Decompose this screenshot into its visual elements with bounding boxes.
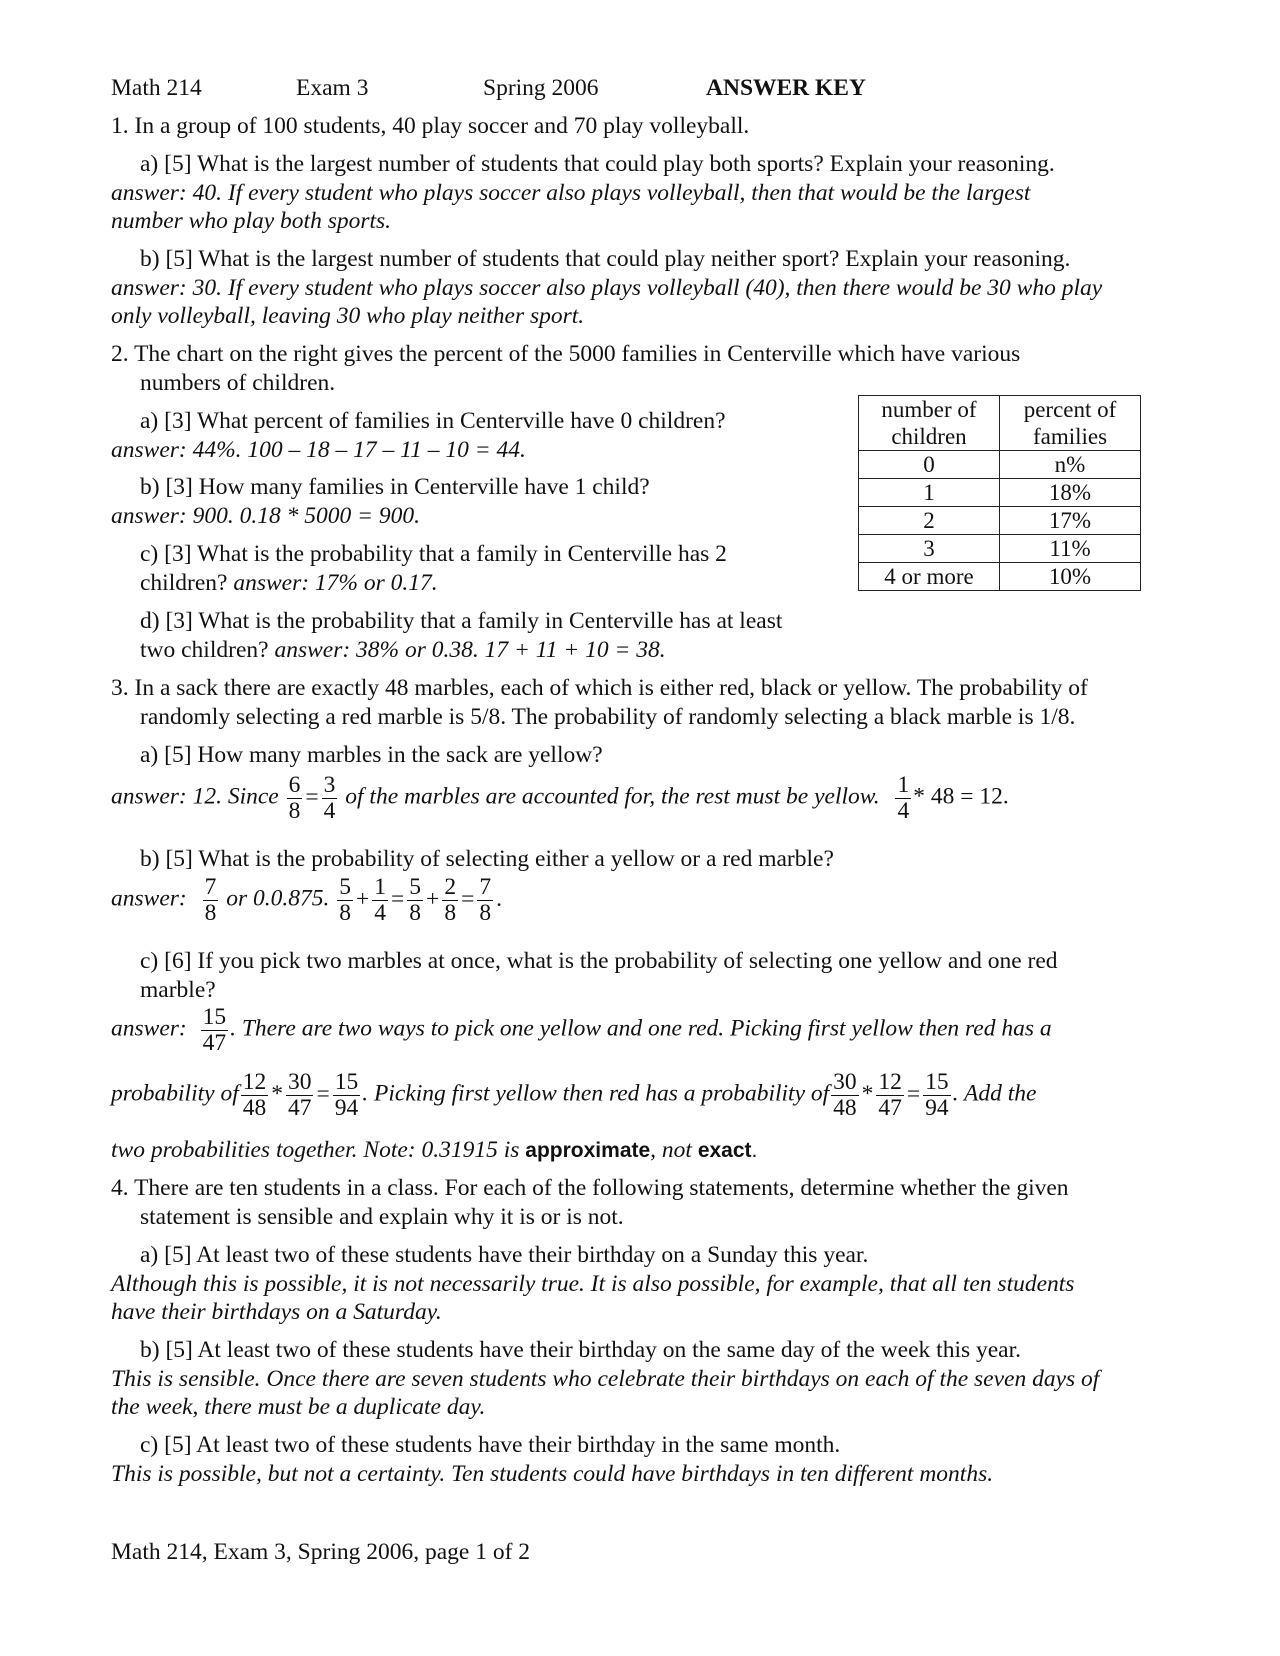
q1b-question: b) [5] What is the largest number of students that could play neither sport? Explain your reasoning. [140, 246, 1071, 272]
q2c-question-line2 [140, 569, 438, 598]
q3c-probability-label: probability of [111, 1080, 239, 1107]
fraction-15-94: $\frac{15}{94}$ [334, 1069, 359, 1121]
header-children-line2: children [891, 424, 967, 449]
q3c-question-line2: marble? [140, 977, 216, 1003]
cell-children: 1 [859, 479, 1000, 507]
q3c-answer-line1 [111, 1005, 1052, 1055]
q3c-note: two probabilities together. Note: 0.31915 is [111, 1137, 520, 1163]
q2-stem-line1: 2. The chart on the right gives the percent of the 5000 families in Centerville which have various [111, 341, 1021, 367]
table-row [859, 507, 1141, 535]
header-percent-line1: percent of [1023, 397, 1117, 422]
q3c-answer-line3 [111, 1136, 757, 1165]
q3c-approximate: approximate [525, 1139, 651, 1162]
fraction-30-48: $\frac{30}{48}$ [833, 1069, 857, 1121]
q2d-question-tail: two children? [140, 637, 269, 663]
q4a-answer-line2: have their birthdays on a Saturday. [111, 1299, 442, 1325]
q4-stem-line2: statement is sensible and explain why it is or is not. [140, 1204, 624, 1230]
fraction-5-8: $\frac{5}{8}$ [339, 874, 352, 926]
fraction-1-4: $\frac{1}{4}$ [897, 772, 910, 824]
table-row [859, 535, 1141, 563]
q4c-question: c) [5] At least two of these students have their birthday in the same month. [140, 1432, 841, 1458]
q3a-answer-calc: * 48 = 12. [913, 783, 1009, 810]
fraction-7-8: $\frac{7}{8}$ [479, 874, 492, 926]
q4b-answer-line1: This is sensible. Once there are seven students who celebrate their birthdays on each of the seven days of [111, 1366, 1100, 1392]
q2b-answer: answer: 900. 0.18 * 5000 = 900. [111, 503, 420, 529]
q1-stem: 1. In a group of 100 students, 40 play soccer and 70 play volleyball. [111, 113, 750, 139]
cell-percent: 10% [1000, 563, 1141, 591]
q3b-question: b) [5] What is the probability of selecting either a yellow or a red marble? [140, 846, 834, 872]
q3b-answer: answer: $\frac{7}{8}$ or 0.0.875. $\frac{5}{8}$ + $\frac{1}{4}$ = $\frac{5}{8}$ + $\frac{2}{8}$ = $\frac{7}{8}$ . [111, 874, 502, 926]
q1a-answer-line1: answer: 40. If every student who plays soccer also plays volleyball, then that would be the largest [111, 180, 1031, 206]
q1b-answer-line1: answer: 30. If every student who plays soccer also plays volleyball (40), then there would be 30 who play [111, 275, 1103, 301]
q3-stem-line1: 3. In a sack there are exactly 48 marbles, each of which is either red, black or yellow. The probability of [111, 675, 1088, 701]
q3a-answer-middle: of the marbles are accounted for, the rest must be yellow. [345, 783, 880, 810]
exam-label: Exam 3 [296, 75, 369, 101]
q3b-answer-middle: or 0.0.875. [226, 885, 330, 912]
q3c-add-label: . Add the [952, 1080, 1037, 1107]
q2c-question-tail: children? [140, 570, 228, 596]
fraction-15-47: $\frac{15}{47}$ [202, 1004, 227, 1056]
answer-key-title: ANSWER KEY [706, 75, 866, 101]
q3-stem-line2: randomly selecting a red marble is 5/8. The probability of randomly selecting a black marble is 1/8. [140, 704, 1076, 730]
fraction-5-8: $\frac{5}{8}$ [409, 874, 422, 926]
cell-percent: n% [1000, 451, 1141, 479]
table-header-row [859, 396, 1141, 451]
children-percent-table [858, 395, 1141, 591]
q1a-question: a) [5] What is the largest number of students that could play both sports? Explain your reasoning. [140, 151, 1055, 177]
cell-percent: 17% [1000, 507, 1141, 535]
q3c-exact: exact [697, 1139, 752, 1162]
fraction-15-94: $\frac{15}{94}$ [925, 1069, 949, 1121]
q3a-answer: answer: 12. Since $\frac{6}{8}$ = $\frac{3}{4}$ of the marbles are accounted for, the rest must be yellow. $\frac{1}{4}$ * 48 = 12. [111, 772, 1009, 824]
q2a-question: a) [3] What percent of families in Centerville have 0 children? [140, 408, 726, 434]
q3b-answer-intro: answer: [111, 885, 187, 912]
table-row [859, 563, 1141, 591]
header-children-line1: number of [881, 397, 977, 422]
table-row [859, 479, 1141, 507]
q3c-question-line1: c) [6] If you pick two marbles at once, what is the probability of selecting one yellow and one red [140, 948, 1058, 974]
q4a-answer-line1: Although this is possible, it is not necessarily true. It is also possible, for example, that all ten students [111, 1271, 1075, 1297]
q3c-answer-intro: answer: [111, 1015, 187, 1042]
page-footer: Math 214, Exam 3, Spring 2006, page 1 of 2 [111, 1539, 531, 1565]
fraction-6-8: $\frac{6}{8}$ [288, 772, 301, 824]
cell-children: 0 [859, 451, 1000, 479]
q4a-question: a) [5] At least two of these students have their birthday on a Sunday this year. [140, 1242, 869, 1268]
course-label: Math 214 [111, 75, 202, 101]
header-percent-line2: families [1032, 424, 1108, 449]
q3c-answer-explanation: . There are two ways to pick one yellow and one red. Picking first yellow then red has a [230, 1015, 1052, 1042]
q2d-question-line1: d) [3] What is the probability that a family in Centerville has at least [140, 608, 783, 634]
q3c-answer-line2: probability of $\frac{12}{48}$ * $\frac{30}{47}$ = $\frac{15}{94}$ . Picking first yellow then red has a probability of $\frac{30}{48}$ * $\frac{12}{47}$ = $\frac{15}{94}$ . Add the [111, 1069, 1037, 1121]
q2b-question: b) [3] How many families in Centerville have 1 child? [140, 474, 650, 500]
q3a-answer-intro: answer: 12. Since [111, 783, 279, 810]
cell-percent: 11% [1000, 535, 1141, 563]
cell-children: 2 [859, 507, 1000, 535]
table-row [859, 451, 1141, 479]
q3c-period: . [751, 1139, 758, 1162]
fraction-3-4: $\frac{3}{4}$ [323, 772, 336, 824]
q3a-question: a) [5] How many marbles in the sack are yellow? [140, 742, 603, 768]
fraction-2-8: $\frac{2}{8}$ [444, 874, 457, 926]
cell-percent: 18% [1000, 479, 1141, 507]
fraction-1-4: $\frac{1}{4}$ [374, 874, 387, 926]
q4b-answer-line2: the week, there must be a duplicate day. [111, 1394, 486, 1420]
q2-stem-line2: numbers of children. [140, 370, 336, 396]
q2a-answer: answer: 44%. 100 – 18 – 17 – 11 – 10 = 44. [111, 437, 526, 463]
term-label: Spring 2006 [483, 75, 599, 101]
q2c-question-line1: c) [3] What is the probability that a family in Centerville has 2 [140, 541, 727, 567]
q3c-not: , not [650, 1137, 692, 1163]
fraction-30-47: $\frac{30}{47}$ [287, 1069, 312, 1121]
q4-stem-line1: 4. There are ten students in a class. For each of the following statements, determine whether the given [111, 1175, 1069, 1201]
table-header-percent [1000, 396, 1141, 451]
cell-children: 4 or more [859, 563, 1000, 591]
table-header-children [859, 396, 1000, 451]
q4b-question: b) [5] At least two of these students have their birthday on the same day of the week this year. [140, 1337, 1022, 1363]
q4c-answer: This is possible, but not a certainty. Ten students could have birthdays in ten different months. [111, 1461, 994, 1487]
q3c-second-order: . Picking first yellow then red has a probability of [362, 1080, 830, 1107]
fraction-12-47: $\frac{12}{47}$ [878, 1069, 902, 1121]
cell-children: 3 [859, 535, 1000, 563]
fraction-7-8: $\frac{7}{8}$ [204, 874, 217, 926]
q2d-question-line2 [140, 636, 666, 665]
fraction-12-48: $\frac{12}{48}$ [242, 1069, 267, 1121]
q2c-answer: answer: 17% or 0.17. [233, 570, 438, 596]
q1a-answer-line2: number who play both sports. [111, 208, 392, 234]
q1b-answer-line2: only volleyball, leaving 30 who play neither sport. [111, 303, 585, 329]
q2d-answer: answer: 38% or 0.38. 17 + 11 + 10 = 38. [274, 637, 666, 663]
